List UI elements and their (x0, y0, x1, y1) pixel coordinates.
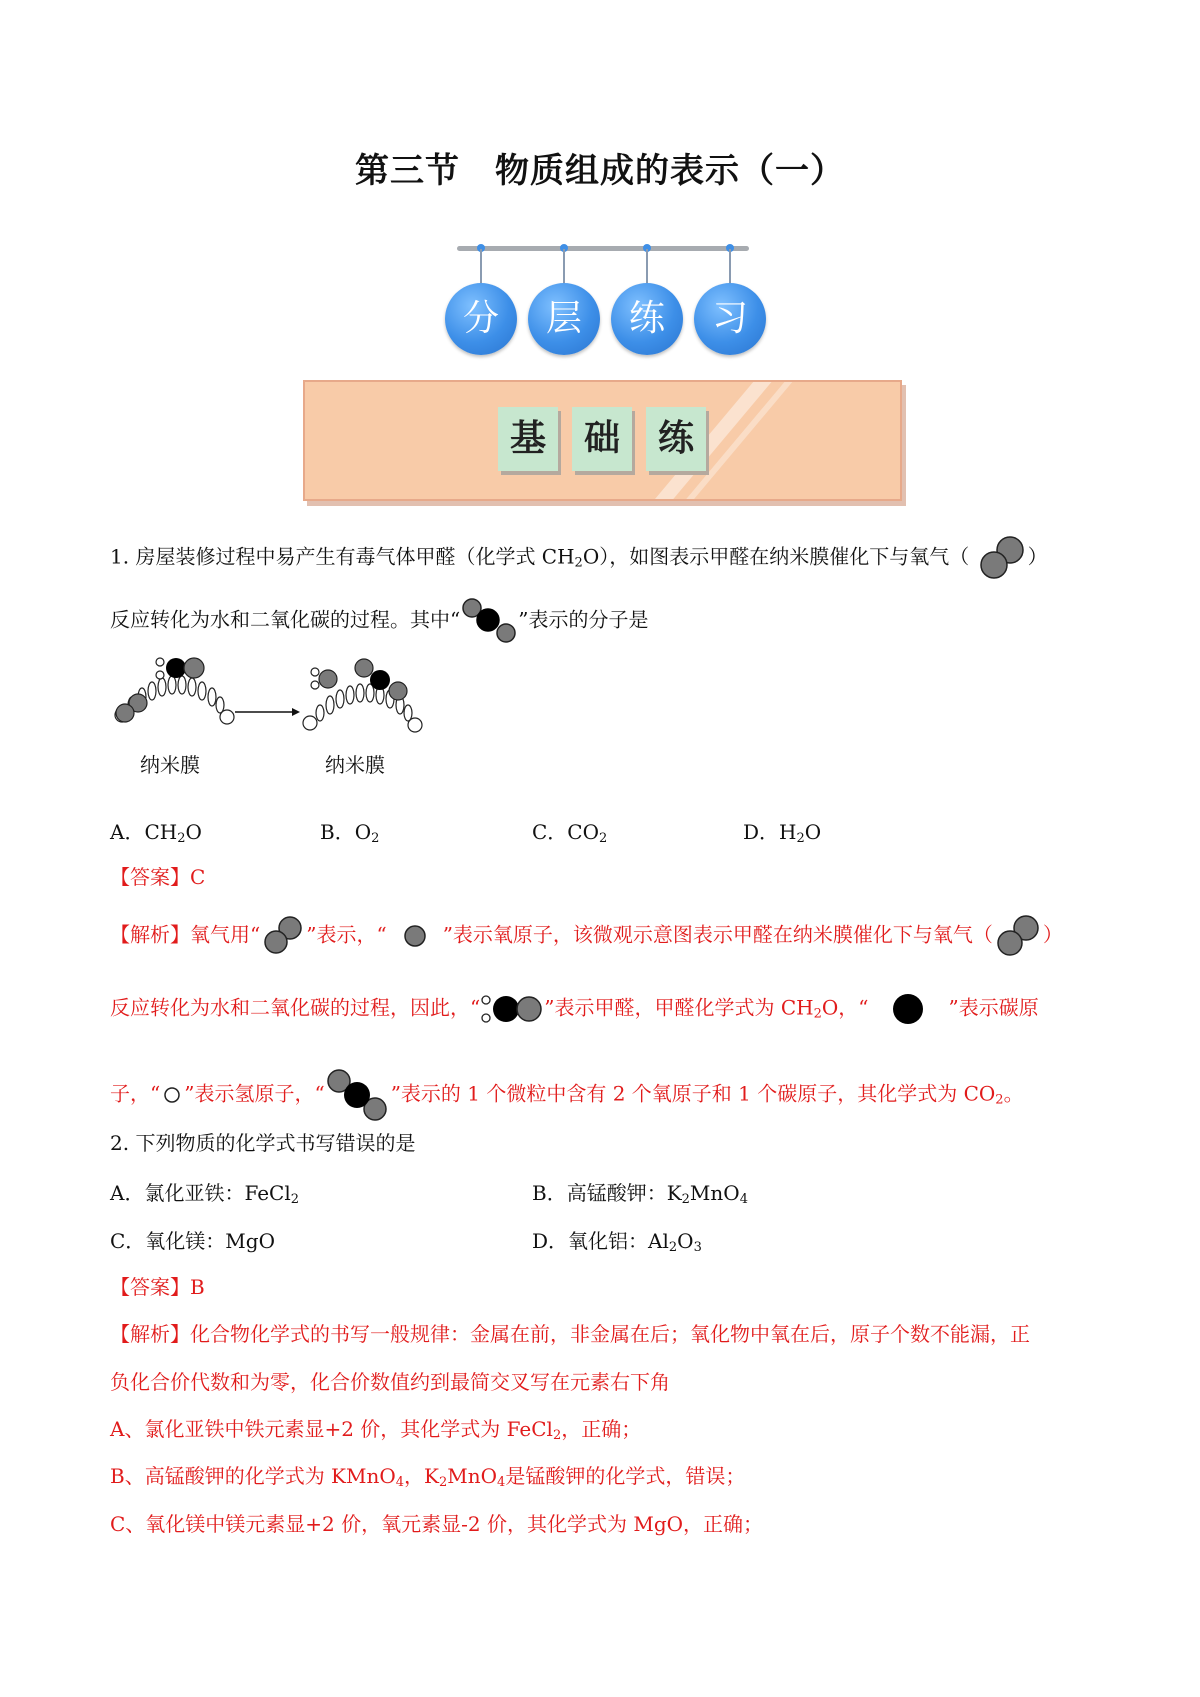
q1-answer: 【答案】C (110, 865, 206, 889)
co2-molecule-icon (460, 598, 518, 644)
banner-bubble: 分 (445, 283, 517, 355)
q2-option-a[interactable]: A．氯化亚铁：FeCl$_2$ (110, 1181, 300, 1207)
q2-analysis-line3: A、氯化亚铁中铁元素显+2 价，其化学式为 FeCl$_2$，正确； (110, 1417, 642, 1443)
q1-option-d[interactable]: D．$H_2O$ (743, 820, 822, 846)
membrane-label-right: 纳米膜 (325, 753, 385, 777)
banner-bubble: 层 (528, 283, 600, 355)
q1-analysis-line3: 子，“ ”表示氢原子，“ ”表示的 1 个微粒中含有 2 个氧原子和 1 个碳原子，其化学式为 $CO_2$。 (110, 1068, 1024, 1122)
banner-string (729, 249, 731, 284)
oxygen-atom-icon (387, 922, 443, 950)
section-char: 练 (646, 407, 706, 471)
membrane-label-left: 纳米膜 (140, 753, 200, 777)
nano-membrane-right (303, 659, 422, 732)
oxygen-molecule-icon (993, 913, 1043, 959)
hydrogen-atom-icon (160, 1085, 184, 1105)
banner-bubble: 习 (694, 283, 766, 355)
co2-molecule-icon (325, 1068, 391, 1122)
q2-analysis-line4: B、高锰酸钾的化学式为 KMnO$_4$，$K_2MnO_4$是锰酸钾的化学式，错误； (110, 1464, 746, 1490)
q1-stem-line2: 反应转化为水和二氧化碳的过程。其中“ ”表示的分子是 (110, 598, 648, 644)
page-title: 第三节 物质组成的表示（一） (355, 151, 845, 191)
q2-option-d[interactable]: D．氧化铝：$Al_2O_3$ (532, 1229, 702, 1255)
q2-option-b[interactable]: B．高锰酸钾：$K_2MnO_4$ (532, 1181, 748, 1207)
oxygen-molecule-icon (976, 535, 1028, 581)
section-header (303, 380, 902, 501)
carbon-atom-icon (868, 990, 948, 1028)
q1-analysis-line2: 反应转化为水和二氧化碳的过程，因此，“ ”表示甲醛，甲醛化学式为 $CH_2O$，“ ”表示碳原 (110, 990, 1039, 1028)
q2-analysis-line2: 负化合价代数和为零，化合价数值约到最简交叉写在元素右下角 (110, 1370, 670, 1394)
banner-string (646, 249, 648, 284)
q1-option-b[interactable]: B．$O_2$ (320, 820, 380, 846)
banner-rod (457, 246, 749, 251)
q1-analysis-line1: 【解析】氧气用“ ”表示，“ ”表示氧原子，该微观示意图表示甲醛在纳米膜催化下与氧气（ ） (110, 913, 1063, 959)
q2-option-c[interactable]: C．氧化镁：MgO (110, 1229, 275, 1253)
q2-answer: 【答案】B (110, 1275, 205, 1299)
formaldehyde-molecule-icon (480, 990, 544, 1028)
banner-string (480, 249, 482, 284)
banner-bubble: 练 (611, 283, 683, 355)
banner-string (563, 249, 565, 284)
q2-analysis-line1: 【解析】化合物化学式的书写一般规律：金属在前，非金属在后；氧化物中氧在后，原子个数不能漏，正 (110, 1322, 1030, 1346)
nano-membrane-left (115, 658, 234, 724)
q2-stem: 2. 下列物质的化学式书写错误的是 (110, 1131, 416, 1155)
q1-stem-line1: 1. 房屋装修过程中易产生有毒气体甲醛（化学式 $CH_2O$），如图表示甲醛在纳米膜催化下与氧气（ ） (110, 535, 1048, 581)
section-char: 础 (572, 407, 632, 471)
oxygen-molecule-icon (260, 915, 306, 957)
section-char: 基 (498, 407, 558, 471)
q2-analysis-line5: C、氧化镁中镁元素显+2 价，氧元素显-2 价，其化学式为 MgO，正确； (110, 1512, 764, 1536)
q1-option-c[interactable]: C．$CO_2$ (532, 820, 608, 846)
q1-option-a[interactable]: A．$CH_2O$ (110, 820, 202, 846)
